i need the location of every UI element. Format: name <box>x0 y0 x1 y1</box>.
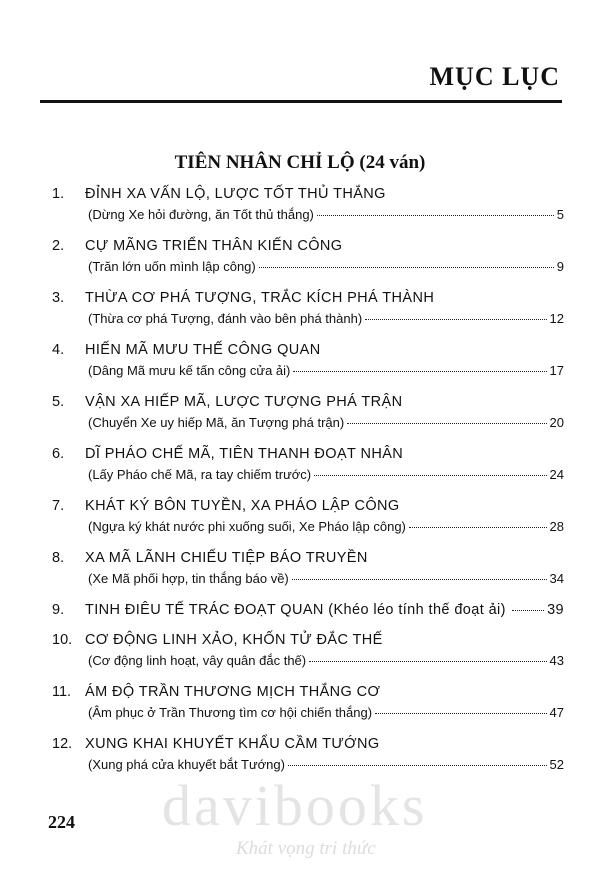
page-number: 224 <box>48 812 75 832</box>
entry-page: 5 <box>556 207 564 222</box>
toc-entry <box>0 596 600 626</box>
entry-number: 8. <box>52 550 65 566</box>
entry-subtitle: (Xung phá cửa khuyết bắt Tướng) <box>88 757 285 772</box>
entry-number: 3. <box>52 290 65 306</box>
entry-number: 4. <box>52 342 65 358</box>
toc-entry <box>0 388 600 440</box>
toc-entry <box>0 626 600 678</box>
watermark-brand: davibooks <box>162 773 428 838</box>
entry-page: 17 <box>549 363 564 378</box>
entry-title-line <box>85 602 564 618</box>
entry-subtitle-line <box>88 259 564 274</box>
entry-subtitle-line <box>88 415 564 430</box>
entry-number: 11. <box>52 684 72 700</box>
entry-title: CƠ ĐỘNG LINH XẢO, KHỐN TỬ ĐẮC THẾ <box>85 632 383 648</box>
entry-title: XA MÃ LÃNH CHIẾU TIỆP BÁO TRUYỀN <box>85 550 368 566</box>
entry-title: KHÁT KÝ BÔN TUYỀN, XA PHÁO LẬP CÔNG <box>85 498 400 514</box>
dot-leader <box>365 319 546 320</box>
dot-leader <box>309 661 546 662</box>
entry-subtitle-line <box>88 653 564 668</box>
entry-page: 12 <box>549 311 564 326</box>
entry-subtitle: (Trăn lớn uốn mình lập công) <box>88 259 256 274</box>
entry-subtitle: (Thừa cơ phá Tượng, đánh vào bên phá thành) <box>88 311 363 326</box>
dot-leader <box>288 765 547 766</box>
entry-number: 2. <box>52 238 65 254</box>
entry-subtitle-line <box>88 311 564 326</box>
toc-entry <box>0 336 600 388</box>
entry-page: 43 <box>549 653 564 668</box>
dot-leader <box>512 610 544 611</box>
dot-leader <box>292 579 547 580</box>
entry-subtitle: (Lấy Pháo chế Mã, ra tay chiếm trước) <box>88 467 312 482</box>
entry-subtitle-line <box>88 207 564 222</box>
dot-leader <box>317 215 554 216</box>
entry-number: 1. <box>52 186 65 202</box>
entry-page: 47 <box>549 705 564 720</box>
watermark-tagline: Khát vọng tri thức <box>236 838 376 859</box>
dot-leader <box>259 267 554 268</box>
toc-entry <box>0 180 600 232</box>
toc-entry <box>0 544 600 596</box>
entry-page: 52 <box>549 757 564 772</box>
toc-entry <box>0 678 600 730</box>
entry-subtitle-line <box>88 705 564 720</box>
entry-title: ÁM ĐỘ TRẦN THƯƠNG MỊCH THẮNG CƠ <box>85 684 381 700</box>
entry-subtitle: (Dâng Mã mưu kế tấn công cửa ải) <box>88 363 291 378</box>
entry-page: 20 <box>549 415 564 430</box>
entry-title: XUNG KHAI KHUYẾT KHẨU CẦM TƯỚNG <box>85 736 380 752</box>
toc-entry <box>0 440 600 492</box>
section-title: TIÊN NHÂN CHỈ LỘ (24 ván) <box>174 152 426 173</box>
entry-title: HIẾN MÃ MƯU THẾ CÔNG QUAN <box>85 342 321 358</box>
entry-subtitle: (Cơ động linh hoạt, vây quân đắc thế) <box>88 653 307 668</box>
entry-page: 24 <box>549 467 564 482</box>
table-of-contents <box>0 180 600 782</box>
dot-leader <box>347 423 546 424</box>
entry-title: TINH ĐIÊU TẾ TRÁC ĐOẠT QUAN (Khéo léo tính thế đoạt ải) <box>85 602 506 618</box>
entry-subtitle-line <box>88 571 564 586</box>
entry-page: 9 <box>556 259 564 274</box>
entry-subtitle-line <box>88 757 564 772</box>
entry-page: 28 <box>549 519 564 534</box>
dot-leader <box>375 713 546 714</box>
entry-subtitle: (Chuyển Xe uy hiếp Mã, ăn Tượng phá trận) <box>88 415 345 430</box>
toc-entry <box>0 284 600 336</box>
dot-leader <box>409 527 547 528</box>
entry-title: THỪA CƠ PHÁ TƯỢNG, TRẮC KÍCH PHÁ THÀNH <box>85 290 435 306</box>
toc-entry <box>0 232 600 284</box>
entry-number: 7. <box>52 498 65 514</box>
toc-entry <box>0 492 600 544</box>
entry-number: 9. <box>52 602 65 618</box>
entry-subtitle: (Xe Mã phối hợp, tin thắng báo về) <box>88 571 289 586</box>
entry-subtitle: (Âm phục ở Trần Thương tìm cơ hội chiến thắng) <box>88 705 373 720</box>
header-divider <box>40 100 562 103</box>
entry-title: DĨ PHÁO CHẾ MÃ, TIÊN THANH ĐOẠT NHÂN <box>85 446 404 462</box>
entry-subtitle-line <box>88 467 564 482</box>
dot-leader <box>314 475 546 476</box>
entry-page: 39 <box>547 602 564 618</box>
entry-subtitle: (Dừng Xe hỏi đường, ăn Tốt thủ thắng) <box>88 207 314 222</box>
entry-title: ĐỈNH XA VẤN LỘ, LƯỢC TỐT THỦ THẮNG <box>85 186 386 202</box>
entry-title: VẬN XA HIẾP MÃ, LƯỢC TƯỢNG PHÁ TRẬN <box>85 394 403 410</box>
entry-number: 10. <box>52 632 73 648</box>
entry-number: 5. <box>52 394 65 410</box>
entry-page: 34 <box>549 571 564 586</box>
entry-number: 6. <box>52 446 65 462</box>
entry-title: CỰ MÃNG TRIỂN THÂN KIẾN CÔNG <box>85 238 343 254</box>
page-header-title: MỤC LỤC <box>429 62 560 91</box>
entry-subtitle-line <box>88 363 564 378</box>
entry-number: 12. <box>52 736 73 752</box>
entry-subtitle-line <box>88 519 564 534</box>
entry-subtitle: (Ngựa ký khát nước phi xuống suối, Xe Pháo lập công) <box>88 519 406 534</box>
dot-leader <box>293 371 546 372</box>
